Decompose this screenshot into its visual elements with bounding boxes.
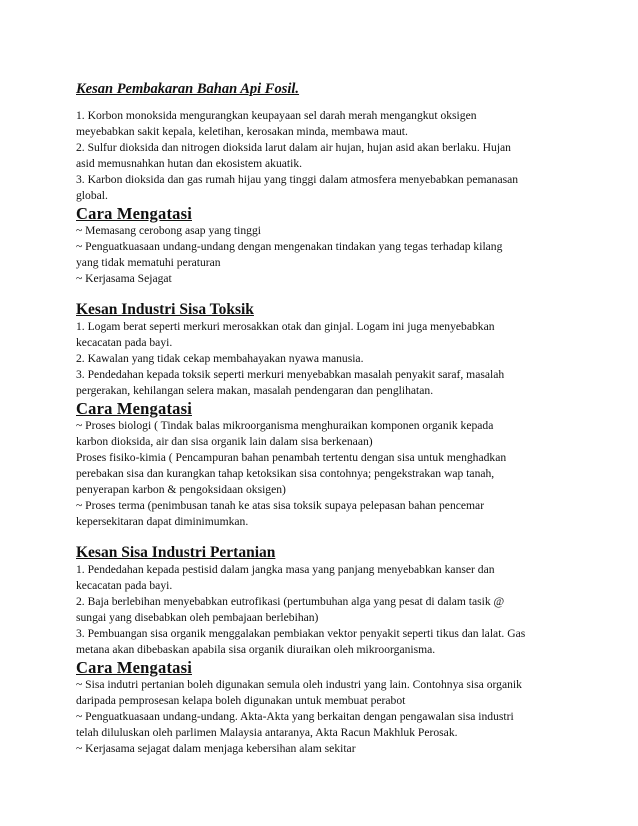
solutions-list	[76, 418, 576, 530]
document-page	[76, 80, 576, 757]
subsection-title-solutions: Cara Mengatasi	[76, 399, 192, 418]
section-title-fossil-fuel: Kesan Pembakaran Bahan Api Fosil.	[76, 81, 300, 97]
subsection-title-solutions: Cara Mengatasi	[76, 658, 192, 677]
text-line: meyebabkan sakit kepala, keletihan, kerosakan minda, membawa maut.	[76, 125, 408, 138]
solutions-list	[76, 677, 576, 757]
text-line: ~ Memasang cerobong asap yang tinggi	[76, 224, 261, 237]
text-line: telah diluluskan oleh parlimen Malaysia antaranya, Akta Racun Makhluk Perosak.	[76, 726, 458, 739]
text-line: kecacatan pada bayi.	[76, 579, 173, 592]
text-line: metana akan dibebaskan apabila sisa organik diuraikan oleh mikroorganisma.	[76, 643, 436, 656]
text-line: sungai yang disebabkan oleh pembajaan berlebihan)	[76, 611, 319, 624]
solutions-list	[76, 223, 576, 287]
text-line: ~ Sisa indutri pertanian boleh digunakan semula oleh industri yang lain. Contohnya sisa organik	[76, 678, 522, 691]
text-line: 1. Logam berat seperti merkuri merosakkan otak dan ginjal. Logam ini juga menyebabkan	[76, 320, 495, 333]
text-line: 3. Pendedahan kepada toksik seperti merkuri menyebabkan masalah penyakit saraf, masalah	[76, 368, 505, 381]
text-line: 2. Sulfur dioksida dan nitrogen dioksida larut dalam air hujan, hujan asid akan berlaku. Hujan	[76, 141, 511, 154]
section-title-toxic-waste: Kesan Industri Sisa Toksik	[76, 301, 254, 318]
section-title-agricultural-waste: Kesan Sisa Industri Pertanian	[76, 544, 276, 561]
text-line: 1. Korbon monoksida mengurangkan keupayaan sel darah merah mengangkut oksigen	[76, 109, 477, 122]
text-line: ~ Penguatkuasaan undang-undang. Akta-Akta yang berkaitan dengan pengawalan sisa industri	[76, 710, 514, 723]
text-line: penyerapan karbon & pengoksidaan oksigen)	[76, 483, 286, 496]
subsection-title-solutions: Cara Mengatasi	[76, 204, 192, 223]
text-line: ~ Kerjasama Sejagat	[76, 272, 172, 285]
text-line: ~ Proses terma (penimbusan tanah ke atas sisa toksik supaya pelepasan bahan pencemar	[76, 499, 485, 512]
text-line: karbon dioksida, air dan sisa organik lain dalam sisa berkenaan)	[76, 435, 373, 448]
text-line: global.	[76, 189, 108, 202]
text-line: kecacatan pada bayi.	[76, 336, 173, 349]
text-line: yang tidak mematuhi peraturan	[76, 256, 221, 269]
section-body-toxic-waste	[76, 319, 576, 399]
text-line: daripada pemprosesan kelapa boleh digunakan untuk membuat perabot	[76, 694, 406, 707]
text-line: pergerakan, kehilangan selera makan, masalah pendengaran dan penglihatan.	[76, 384, 434, 397]
section-body-fossil-fuel	[76, 108, 576, 204]
text-line: perebakan sisa dan kurangkan tahap ketoksikan sisa contohnya; pengekstrakan wap tanah,	[76, 467, 495, 480]
text-line: 2. Baja berlebihan menyebabkan eutrofikasi (pertumbuhan alga yang pesat di dalam tasik @	[76, 595, 505, 608]
text-line: asid memusnahkan hutan dan ekosistem akuatik.	[76, 157, 303, 170]
text-line: kepersekitaran dapat diminimumkan.	[76, 515, 249, 528]
section-body-agricultural-waste	[76, 562, 576, 658]
text-line: 3. Karbon dioksida dan gas rumah hijau yang tinggi dalam atmosfera menyebabkan pemanasan	[76, 173, 519, 186]
text-line: Proses fisiko-kimia ( Pencampuran bahan penambah tertentu dengan sisa untuk menghadkan	[76, 451, 507, 464]
text-line: 2. Kawalan yang tidak cekap membahayakan nyawa manusia.	[76, 352, 364, 365]
text-line: ~ Penguatkuasaan undang-undang dengan mengenakan tindakan yang tegas terhadap kilang	[76, 240, 503, 253]
text-line: 1. Pendedahan kepada pestisid dalam jangka masa yang panjang menyebabkan kanser dan	[76, 563, 495, 576]
text-line: 3. Pembuangan sisa organik menggalakan pembiakan vektor penyakit seperti tikus dan lalat. Gas	[76, 627, 526, 640]
text-line: ~ Proses biologi ( Tindak balas mikroorganisma menghuraikan komponen organik kepada	[76, 419, 494, 432]
text-line: ~ Kerjasama sejagat dalam menjaga kebersihan alam sekitar	[76, 742, 356, 755]
